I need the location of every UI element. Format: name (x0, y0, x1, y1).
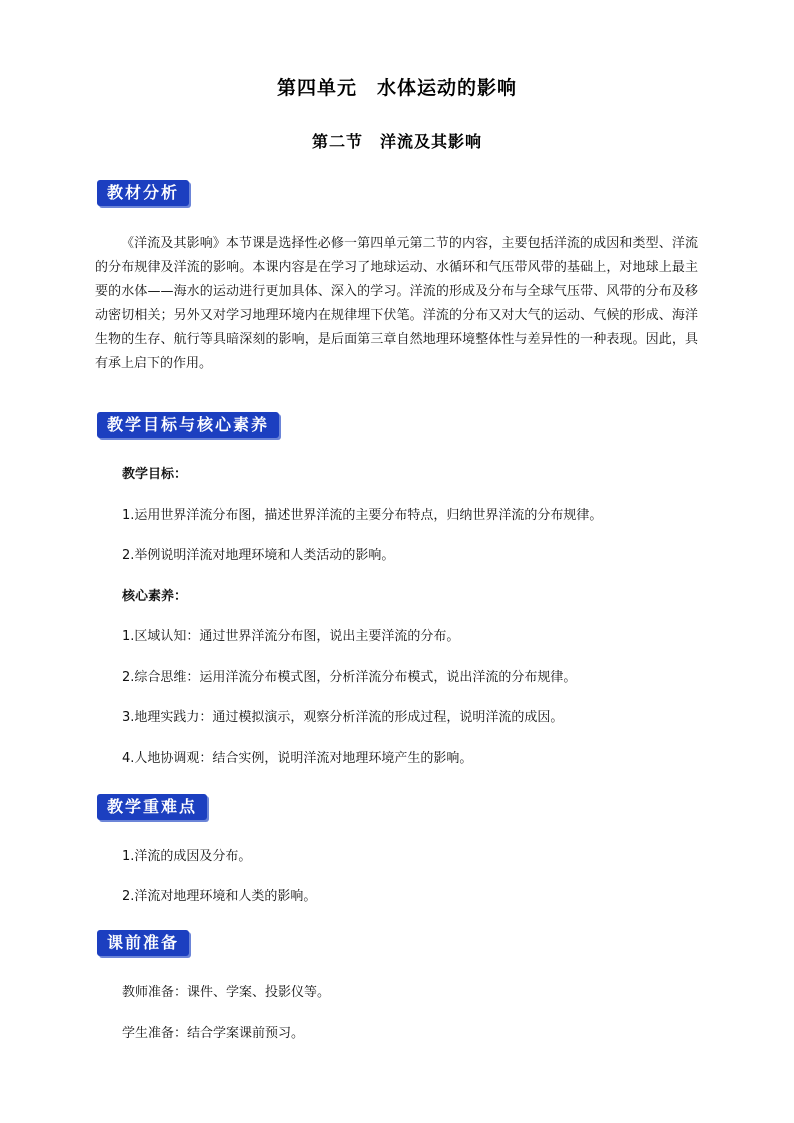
section-title: 第二节 洋流及其影响 (311, 132, 482, 151)
goal-item: 1.运用世界洋流分布图，描述世界洋流的主要分布特点，归纳世界洋流的分布规律。 (122, 508, 603, 523)
literacy-item: 3.地理实践力：通过模拟演示，观察分析洋流的形成过程，说明洋流的成因。 (122, 710, 564, 725)
badge-analysis: 教材分析 (97, 180, 189, 206)
goals-label: 教学目标： (122, 467, 188, 482)
literacy-item: 2.综合思维：运用洋流分布模式图，分析洋流分布模式，说出洋流的分布规律。 (122, 670, 577, 685)
literacy-label: 核心素养： (122, 589, 188, 604)
badge-preparation: 课前准备 (97, 930, 189, 956)
difficulty-item: 1.洋流的成因及分布。 (122, 849, 252, 864)
goal-item: 2.举例说明洋流对地理环境和人类活动的影响。 (122, 548, 395, 563)
unit-title: 第四单元 水体运动的影响 (276, 77, 517, 99)
difficulty-item: 2.洋流对地理环境和人类的影响。 (122, 889, 317, 904)
badge-difficulties: 教学重难点 (97, 794, 207, 820)
literacy-item: 1.区域认知：通过世界洋流分布图，说出主要洋流的分布。 (122, 629, 460, 644)
literacy-item: 4.人地协调观：结合实例，说明洋流对地理环境产生的影响。 (122, 751, 473, 766)
analysis-paragraph: 《洋流及其影响》本节课是选择性必修一第四单元第二节的内容，主要包括洋流的成因和类型、洋流的分布规律及洋流的影响。本课内容是在学习了地球运动、水循环和气压带风带的基础上，对地球上最主要的水体——海水的运动进行更加具体、深入的学习。洋流的形成及分布与全球气压带、风带的分布及移动密切相关；另外又对学习地理环境内在规律埋下伏笔。洋流的分布又对大气的运动、气候的形成、海洋生物的生存、航行等具暗深刻的影响，是后面第三章自然地理环境整体性与差异性的一种表现。因此，具有承上启下的作用。 (95, 236, 698, 371)
preparation-item: 学生准备：结合学案课前预习。 (122, 1026, 305, 1041)
preparation-item: 教师准备：课件、学案、投影仪等。 (122, 985, 331, 1000)
badge-objectives: 教学目标与核心素养 (97, 412, 279, 438)
